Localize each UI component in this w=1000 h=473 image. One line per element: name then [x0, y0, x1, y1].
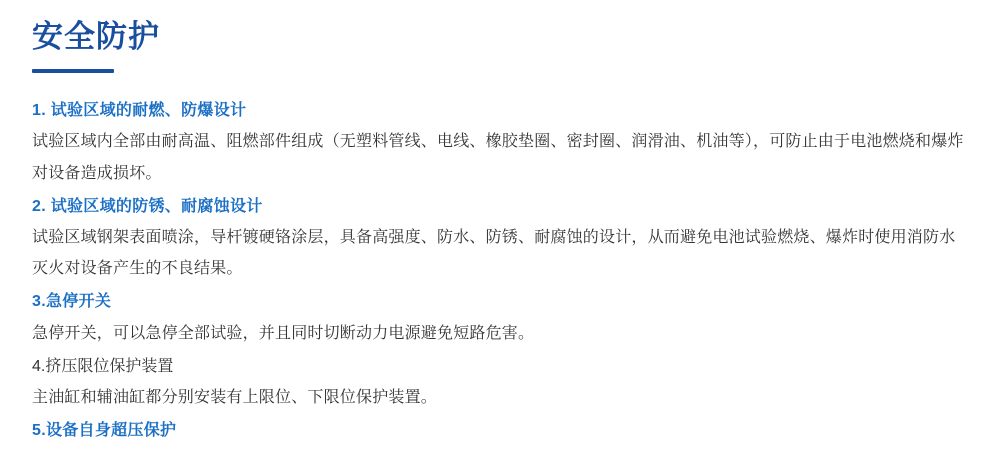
section-1 — [32, 95, 968, 189]
section-paragraph: 主油缸和辅油缸都分别安装有上限位、下限位保护装置。 — [32, 388, 438, 406]
section-5 — [32, 415, 968, 446]
section-heading: 1. 试验区域的耐燃、防爆设计 — [32, 102, 247, 120]
section-paragraph: 急停开关，可以急停全部试验，并且同时切断动力电源避免短路危害。 — [32, 324, 535, 342]
section-paragraph: 试验区域内全部由耐高温、阻燃部件组成（无塑料管线、电线、橡胶垫圈、密封圈、润滑油、机油等），可防止由于电池燃烧和爆炸对设备造成损坏。 — [32, 133, 964, 182]
section-3 — [32, 286, 968, 348]
section-heading: 3.急停开关 — [32, 293, 112, 311]
section-heading: 5.设备自身超压保护 — [32, 422, 177, 440]
section-4 — [32, 351, 968, 413]
title-block — [32, 0, 968, 73]
section-paragraph: 试验区域钢架表面喷涂，导杆镀硬铬涂层，具备高强度、防水、防锈、耐腐蚀的设计，从而避免电池试验燃烧、爆炸时使用消防水灭火对设备产生的不良结果。 — [32, 228, 956, 278]
page-title: 安全防护 — [32, 19, 160, 54]
section-heading: 2. 试验区域的防锈、耐腐蚀设计 — [32, 197, 263, 215]
section-2 — [32, 191, 968, 285]
content-body — [32, 95, 968, 446]
section-heading: 4.挤压限位保护装置 — [32, 357, 174, 375]
title-underline-rule — [32, 69, 114, 73]
